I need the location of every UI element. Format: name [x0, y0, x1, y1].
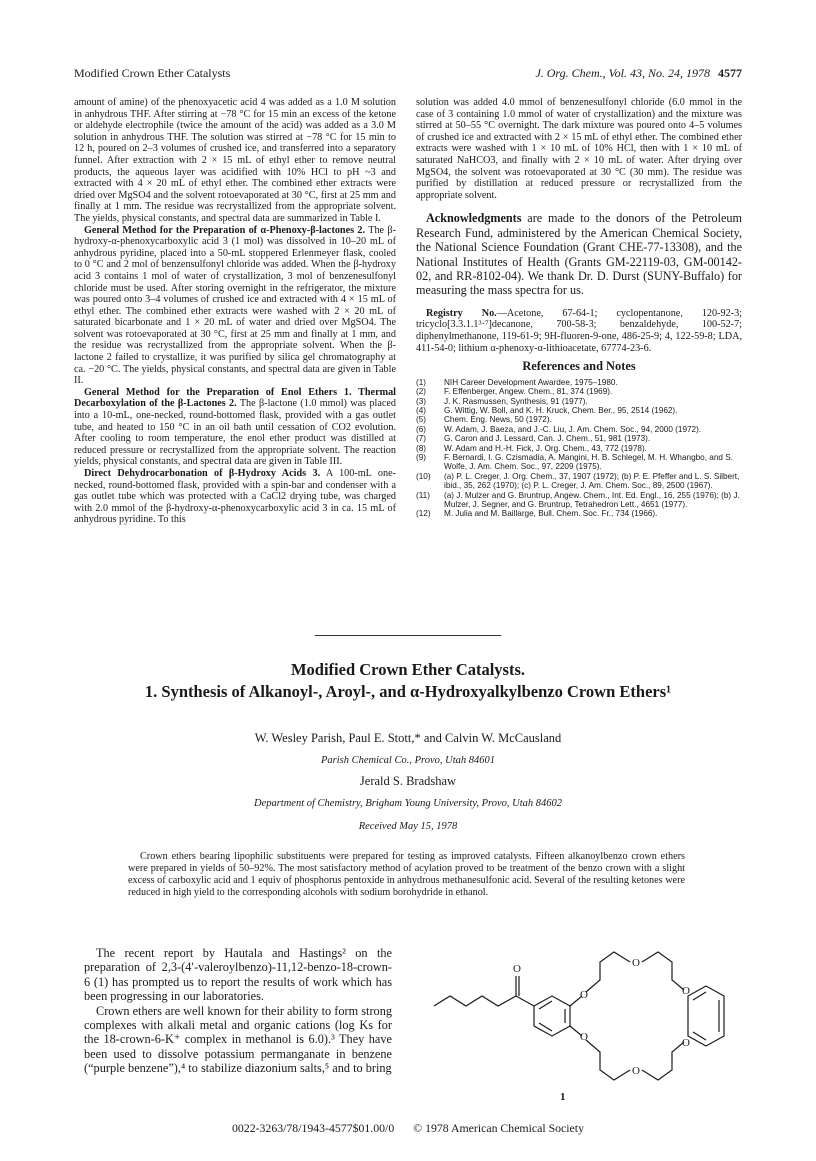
references-heading: References and Notes [522, 359, 636, 374]
reference-text: (a) J. Mulzer and G. Bruntrup, Angew. Chem., Int. Ed. Engl., 16, 255 (1976); (b) J. Mulzer, J. Segner, and G. Bruntrup, Tetrahedron Lett., 4651 (1977). [444, 490, 740, 510]
right-column [416, 97, 742, 519]
reference-item [416, 397, 742, 406]
reference-item [416, 387, 742, 396]
atom-oxygen: O [632, 1065, 640, 1077]
paragraph: solution was added 4.0 mmol of benzenesulfonyl chloride (6.0 mmol in the case of 3 containing 1.0 mmol of water of crystallization) and the mixture was stirred at 50–55 °C overnight. The dark mixture was poured onto 4–5 volumes of crushed ice and extracted with 2 × 15 mL of ethyl ether. The combined ether extracts were washed with 1 × 10 mL of 10% HCl, then with 1 × 10 mL of saturated NaHCO3, and finally with 2 × 10 mL of water. After drying over MgSO4, the solvent was rotoevaporated at 30 °C (30 mm). The residue was purified by distillation at reduced pressure or recrystallized from the appropriate solvent. [416, 97, 742, 201]
paragraph: The recent report by Hautala and Hastings² on the preparation of 2,3-(4′-valeroylbenzo)-11,12-benzo-18-crown-6 (1) has prompted us to report the results of work which has been progressing in our laboratories. [84, 946, 392, 1004]
running-header-title: Modified Crown Ether Catalysts [74, 66, 231, 80]
reference-number: (10) [416, 471, 431, 481]
atom-oxygen: O [682, 1037, 690, 1049]
paragraph-text: The β-hydroxy-α-phenoxycarboxylic acid 3 (1 mol) was dissolved in 10–20 mL of anhydrous pyridine, placed into a 50-mL stoppered Erlenmeyer flask, cooled to 0 °C and 2 mol of benzensulfonyl chloride was added. When the β-hydroxy acid 3 contains 1 mol of water of crystallization, 3 mol of benzenesulfonyl chloride must be used. After storing overnight in the refrigerator, the mixture was poured onto 3–4 volumes of crushed ice and extracted with 4 × 15 mL of ethyl ether. The combined ether extracts were washed with 2 × 20 mL of saturated bicarbonate and 1 × 20 mL of water and dried over MgSO4. The solvent was rotoevaporated at 30 °C, first at 25 mm and finally at 1 mm, and the residue was recrystallized from the appropriate solvent. When the β-lactone 2 failed to crystallize, it was purified by silica gel chromatography at ca. −20 °C. The yields, physical constants, and spectral data are given in Table II. [74, 224, 396, 387]
reference-number: (4) [416, 405, 427, 415]
page-number: 4577 [718, 66, 742, 80]
acknowledgments [416, 211, 742, 297]
reference-item [416, 491, 742, 510]
compound-label: 1 [560, 1091, 566, 1103]
reference-text: G. Caron and J. Lessard, Can. J. Chem., 51, 981 (1973). [444, 434, 651, 444]
article-title-line-2: 1. Synthesis of Alkanoyl-, Aroyl-, and α-Hydroxyalkylbenzo Crown Ethers¹ [144, 682, 672, 701]
paragraph [74, 468, 396, 526]
reference-item [416, 425, 742, 434]
abstract: Crown ethers bearing lipophilic substituents were prepared for testing as improved catalysts. Fifteen alkanoylbenzo crown ethers were prepared in yields of 50–92%. The most satisfactory method of acylation proved to be treatment of the benzo crown with a slight excess of carboxylic acid and 1 equiv of phosphorus pentoxide in anhydrous methanesulfonic acid. Several of the resulting ketones were reduced in high yield to the corresponding alcohols with sodium borohydride in ethanol. [128, 851, 685, 898]
affiliation-primary: Parish Chemical Co., Provo, Utah 84601 [320, 755, 496, 766]
atom-oxygen: O [632, 957, 640, 969]
left-column [74, 97, 396, 526]
reference-text: M. Julia and M. Baillarge, Bull. Chem. Soc. Fr., 734 (1966). [444, 509, 658, 519]
registry-heading: Registry No. [426, 307, 497, 319]
run-in-heading: Direct Dehydrocarbonation of β-Hydroxy Acids 3. [84, 468, 321, 479]
reference-text: W. Adam, J. Baeza, and J.-C. Liu, J. Am. Chem. Soc., 94, 2000 (1972). [444, 424, 702, 434]
reference-text: (a) P. L. Creger, J. Org. Chem., 37, 1907 (1972); (b) P. E. Pfeffer and L. S. Silbert, ibid., 35, 262 (1970); (c) P. L. Creger, J. Am. Chem. Soc., 89, 2500 (1967). [444, 471, 740, 491]
reference-text: Chem. Eng. News, 50 (1972). [444, 415, 552, 425]
reference-number: (2) [416, 387, 427, 397]
introduction [84, 946, 392, 1076]
reference-text: W. Adam and H.-H. Fick, J. Org. Chem., 43, 772 (1978). [444, 443, 647, 453]
authors-secondary: Jerald S. Bradshaw [359, 774, 457, 788]
run-in-heading: General Method for the Preparation of Enol Ethers 1. Thermal Decarboxylation of the β-Lactones 2. [74, 386, 396, 410]
atom-oxygen: O [513, 963, 521, 975]
reference-number: (6) [416, 424, 427, 434]
reference-text: J. K. Rasmussen, Synthesis, 91 (1977). [444, 396, 588, 406]
reference-text: NIH Career Development Awardee, 1975–1980. [444, 377, 618, 387]
running-header-journal [535, 66, 742, 81]
reference-number: (12) [416, 509, 431, 519]
affiliation-secondary: Department of Chemistry, Brigham Young University, Provo, Utah 84602 [253, 798, 563, 809]
atom-oxygen: O [580, 989, 588, 1001]
atom-oxygen: O [682, 985, 690, 997]
journal-citation: J. Org. Chem., Vol. 43, No. 24, 1978 [535, 66, 710, 80]
reference-text: F. Effenberger, Angew. Chem., 81, 374 (1969). [444, 387, 613, 397]
reference-text: G. Wittig, W. Boll, and K. H. Kruck, Chem. Ber., 95, 2514 (1962). [444, 405, 678, 415]
run-in-heading: General Method for the Preparation of α-Phenoxy-β-lactones 2. [84, 224, 366, 236]
reference-number: (1) [416, 377, 427, 387]
reference-number: (5) [416, 415, 427, 425]
paragraph: Crown ethers are well known for their ability to form strong complexes with alkali metal and organic cations (log Ks for the 18-crown-6-K⁺ complex in methanol is 6.0).³ They have been used to dissolve potassium permanganate in benzene (“purple benzene”),⁴ to stabilize diazonium salts,⁵ and to bring [84, 1003, 392, 1076]
acknowledgments-heading: Acknowledgments [426, 211, 522, 226]
page-footer [0, 1121, 816, 1136]
article-code: 0022-3263/78/1943-4577$01.00/0 [232, 1121, 395, 1135]
atom-oxygen: O [580, 1031, 588, 1043]
reference-item [416, 472, 742, 491]
chemical-structure-1 [424, 940, 744, 1090]
references-list [416, 378, 742, 519]
reference-number: (7) [416, 434, 427, 444]
authors-primary: W. Wesley Parish, Paul E. Stott,* and Calvin W. McCausland [254, 731, 562, 745]
reference-item [416, 415, 742, 424]
reference-number: (8) [416, 443, 427, 453]
received-date: Received May 15, 1978 [358, 821, 458, 832]
reference-item [416, 453, 742, 472]
reference-item [416, 509, 742, 518]
article-title-line-1: Modified Crown Ether Catalysts. [290, 660, 526, 679]
reference-text: F. Bernardi, I. G. Czismadia, A. Mangini, H. B. Schlegel, M. H. Whangbo, and S. Wolfe, J. Am. Chem. Soc., 97, 2209 (1975). [444, 453, 733, 472]
paragraph: amount of amine) of the phenoxyacetic acid 4 was added as a 1.0 M solution in anhydrous THF. After stirring at −78 °C for 15 min an excess of the ketone or aldehyde electrophile (twice the amount of the acid) was added as a 3.0 M solution in anhydrous THF. The solution was stirred at −78 °C for 15 min to 12 h, poured on 2–3 volumes of crushed ice, and transferred into a separatory funnel. After extraction with 2 × 15 mL of ethyl ether to remove neutral products, the aqueous layer was acidified with 10% HCl to pH ~3 and extracted with 4 × 20 mL of ethyl ether. The combined ether extracts were dried over MgSO4 and the solvent rotoevaporated at 30 °C, first at 25 mm and finally at 1 mm. The residue was recrystallized from the appropriate solvent. The yields, physical constants, and spectral data are summarized in Table I. [74, 97, 396, 224]
reference-number: (9) [416, 453, 427, 462]
reference-number: (3) [416, 396, 427, 406]
reference-item [416, 434, 742, 443]
reference-item [416, 406, 742, 415]
reference-item [416, 444, 742, 453]
registry-text: —Acetone, 67-64-1; cyclopentanone, 120-92-3; tricyclo[3.3.1.1³·⁷]decanone, 700-58-3; benzaldehyde, 100-52-7; diphenylmethanone, 119-61-9; 9H-fluoren-9-one, 486-25-9; 4, 122-59-8; LDA, 411-54-0; lithium α-phenoxy-α-lithioacetate, 67774-23-6. [416, 307, 742, 354]
reference-item [416, 378, 742, 387]
paragraph-text: The β-lactone (1.0 mmol) was placed into a 10-mL, one-necked, round-bottomed flask, provided with a gas outlet tube, and heated to 150 °C in an oil bath until cessation of CO2 evolution. After cooling to room temperature, the enol ether product was distilled at reduced pressure or recrystallized from the appropriate solvent. The reaction yields, physical constants, and spectral data are given in Table III. [74, 398, 396, 468]
paragraph-text: A 100-mL one-necked, round-bottomed flask, provided with a spin-bar and condenser with a gas outlet tube which was protected with a CaCl2 drying tube, was charged with 2.0 mmol of the β-hydroxy-α-phenoxycarboxylic acid 3 in ca. 15 mL of anhydrous pyridine. To this [74, 468, 396, 526]
acknowledgments-text: are made to the donors of the Petroleum Research Fund, administered by the American Chemical Society, the National Science Foundation (Grant CHE-77-13308), and the National Institutes of Health (Grants GM-22119-03, GM-00142-02, and RR-8102-04). We thank Dr. D. Durst (SUNY-Buffalo) for measuring the mass spectra for us. [416, 211, 742, 298]
section-divider [315, 635, 501, 636]
paragraph [74, 225, 396, 387]
paragraph [74, 387, 396, 468]
copyright: © 1978 American Chemical Society [413, 1121, 584, 1135]
reference-number: (11) [416, 490, 430, 500]
registry-numbers [416, 308, 742, 354]
